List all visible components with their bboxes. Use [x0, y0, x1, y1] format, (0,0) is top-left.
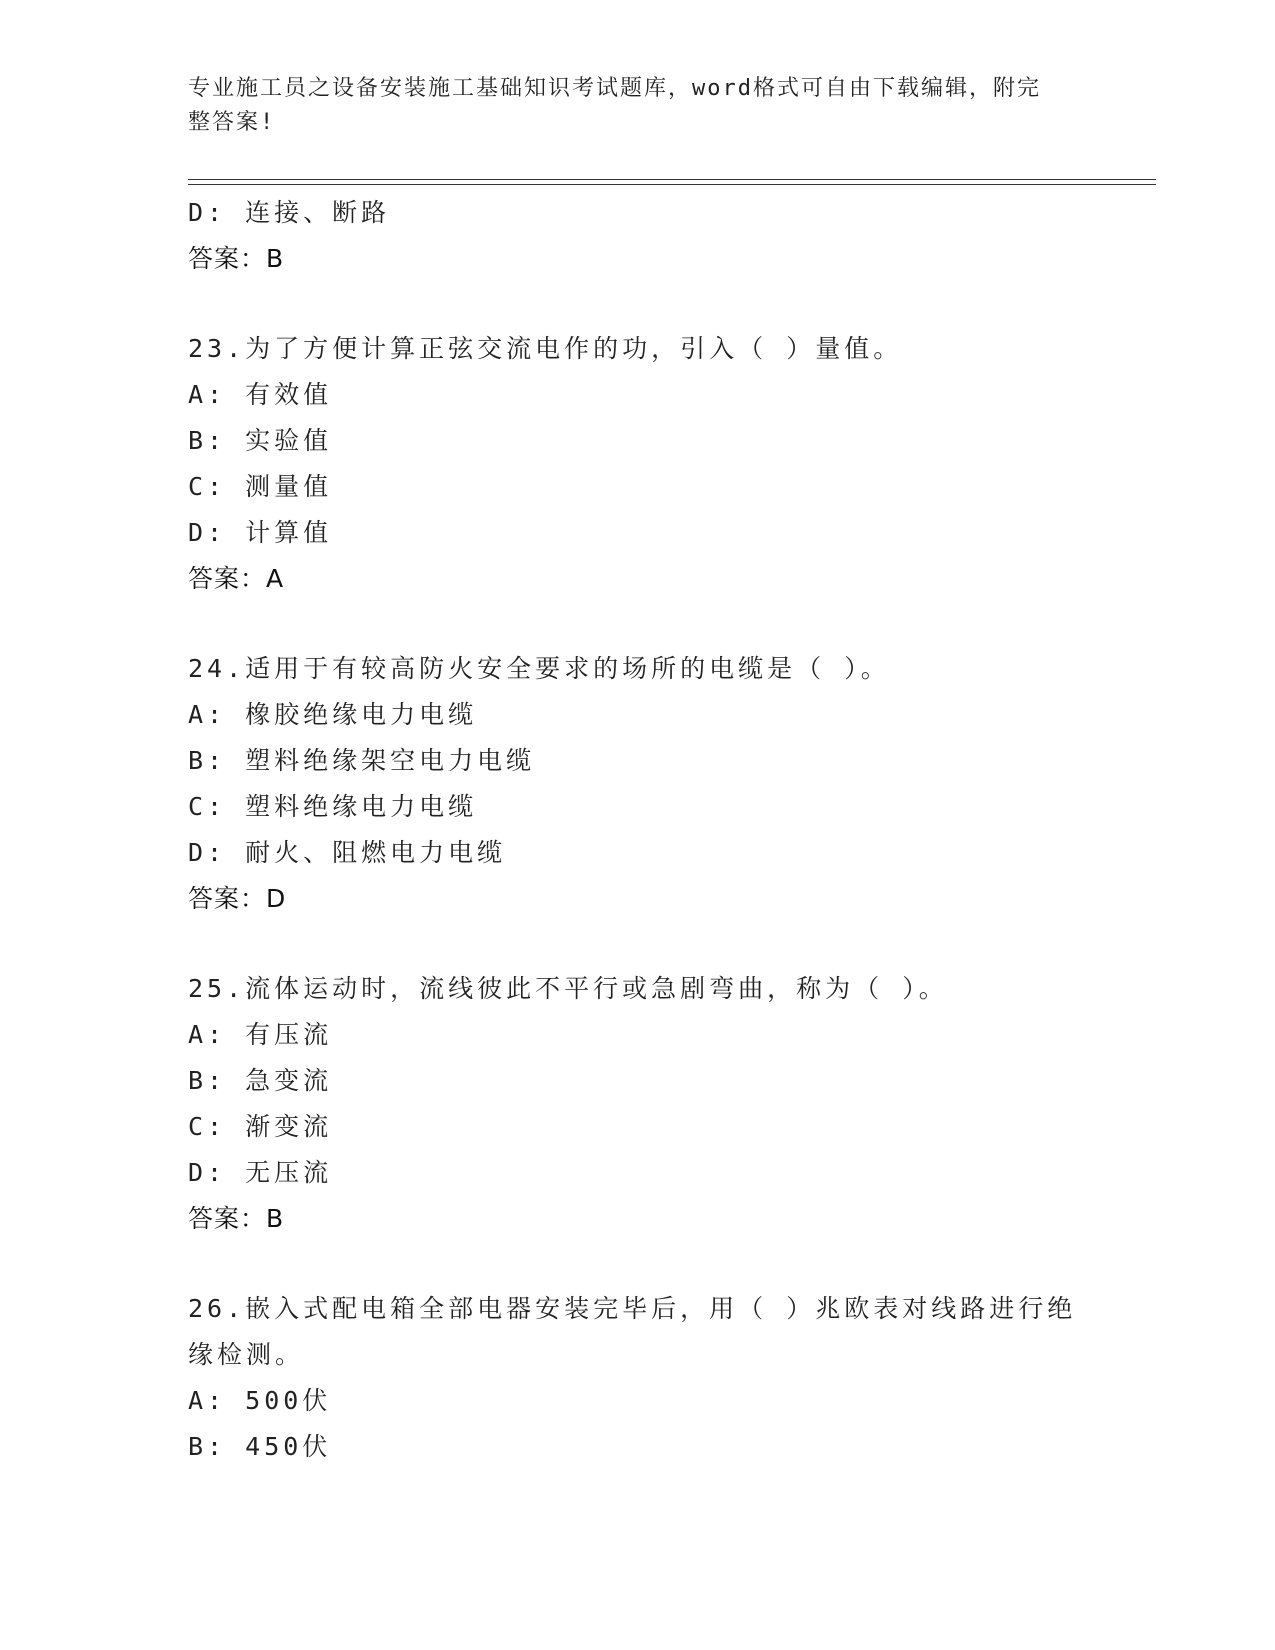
- document-header: [188, 72, 1068, 140]
- answer: 答案：D: [188, 884, 287, 913]
- spacer: [188, 1242, 1088, 1286]
- option-b: B: 实验值: [188, 426, 333, 455]
- question-stem-line-2: 缘检测。: [188, 1340, 305, 1369]
- header-title-line-2: 整答案!: [188, 110, 276, 135]
- option-a: A: 橡胶绝缘电力电缆: [188, 700, 478, 729]
- question-26: [188, 1286, 1088, 1470]
- option-b: B: 急变流: [188, 1066, 333, 1095]
- answer: 答案：A: [188, 564, 285, 593]
- question-23: [188, 326, 1088, 602]
- header-divider-top: [188, 179, 1156, 180]
- option-a: A: 有压流: [188, 1020, 333, 1049]
- question-stem: 24.适用于有较高防火安全要求的场所的电缆是（ ）。: [188, 654, 890, 683]
- question-stem: 25.流体运动时，流线彼此不平行或急剧弯曲，称为（ ）。: [188, 974, 948, 1003]
- question-22-fragment: [188, 190, 1088, 282]
- spacer: [188, 282, 1088, 326]
- option-c: C: 测量值: [188, 472, 333, 501]
- question-stem: 23.为了方便计算正弦交流电作的功，引入（ ）量值。: [188, 334, 903, 363]
- spacer: [188, 922, 1088, 966]
- option-b: B: 450伏: [188, 1432, 332, 1461]
- option-d: D: 计算值: [188, 518, 333, 547]
- option-a: A: 有效值: [188, 380, 333, 409]
- header-title-line-1: 专业施工员之设备安装施工基础知识考试题库，word格式可自由下载编辑，附完: [188, 76, 1041, 101]
- answer: 答案：B: [188, 244, 285, 273]
- option-b: B: 塑料绝缘架空电力电缆: [188, 746, 536, 775]
- question-24: [188, 646, 1088, 922]
- spacer: [188, 602, 1088, 646]
- question-list: [188, 190, 1088, 1470]
- option-c: C: 渐变流: [188, 1112, 333, 1141]
- option-d: D: 无压流: [188, 1158, 333, 1187]
- question-stem-line-1: 26.嵌入式配电箱全部电器安装完毕后，用（ ）兆欧表对线路进行绝: [188, 1294, 1077, 1323]
- option-a: A: 500伏: [188, 1386, 332, 1415]
- header-divider-bottom: [188, 184, 1156, 185]
- answer: 答案：B: [188, 1204, 285, 1233]
- option-d: D: 耐火、阻燃电力电缆: [188, 838, 507, 867]
- option-d: D: 连接、断路: [188, 198, 391, 227]
- question-25: [188, 966, 1088, 1242]
- option-c: C: 塑料绝缘电力电缆: [188, 792, 478, 821]
